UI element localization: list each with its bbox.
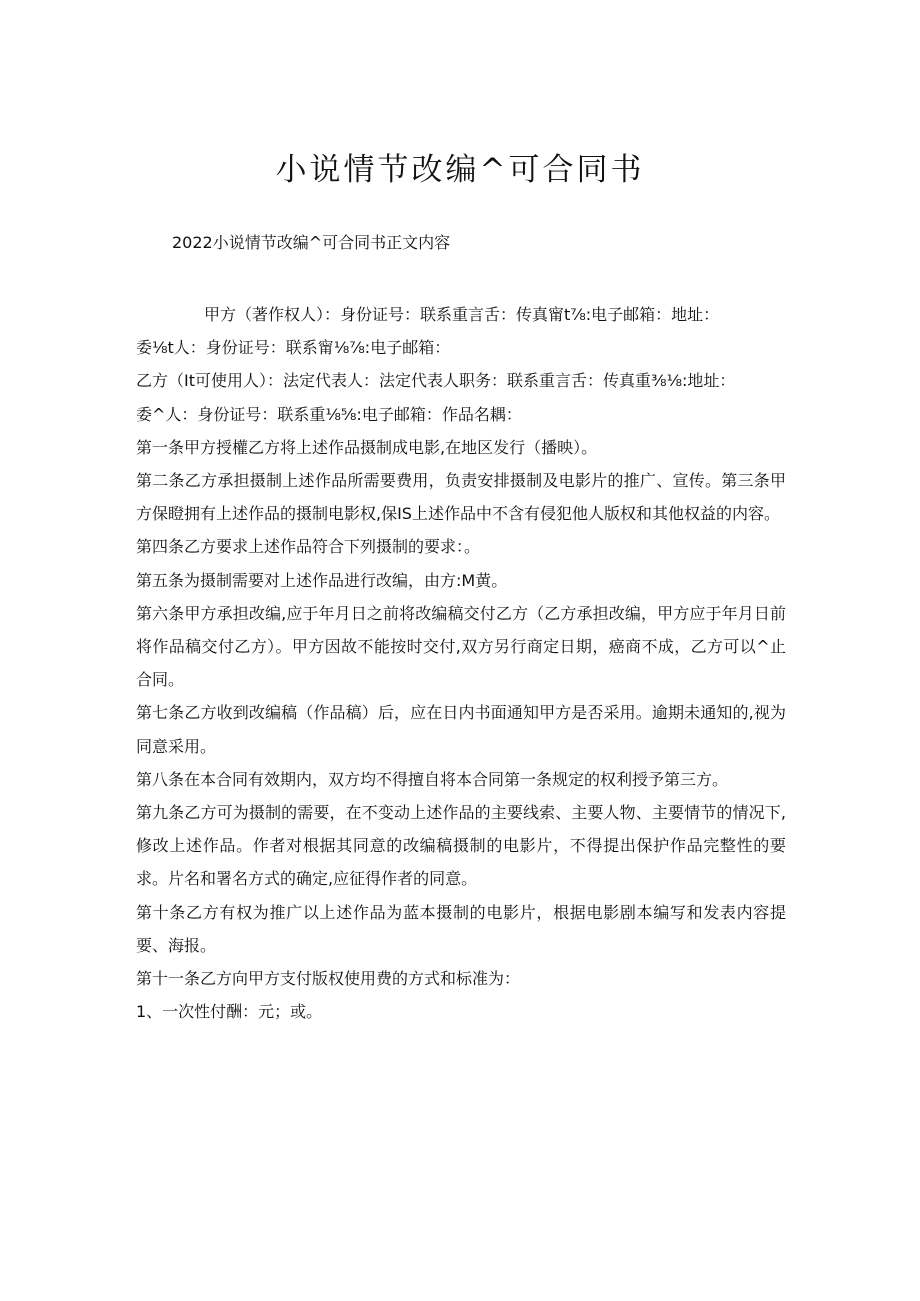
clause-9: 第九条乙方可为摄制的需要，在不变动上述作品的主要线索、主要人物、主要情节的情况下,修改上述作品。作者对根据其同意的改编稿摄制的电影片，不得提出保护作品完整性的要求。片名和署名方式的确定,应征得作者的同意。 [136, 803, 786, 889]
party-b-info: 乙方（It可使用人）：法定代表人：法定代表人职务：联系重言舌：传真重⅜⅛:地址： [136, 371, 736, 391]
clause-8: 第八条在本合同有效期内，双方均不得擅自将本合同第一条规定的权利授予第三方。 [136, 769, 729, 789]
document-title: 小说情节改编^可合同书 [275, 152, 645, 188]
party-b-agent-info: 委^人：身份证号：联系重⅛⅝:电子邮箱：作品名耦： [136, 404, 522, 424]
clause-11: 第十一条乙方向甲方支付版权使用费的方式和标准为： [136, 969, 521, 989]
clause-4: 第四条乙方要求上述作品符合下列摄制的要求：。 [136, 537, 481, 557]
clause-11-item-1: 1、一次性付酬：元；或。 [136, 1002, 323, 1022]
document-subtitle: 2022小说情节改编^可合同书正文内容 [172, 233, 451, 252]
clause-5: 第五条为摄制需要对上述作品进行改编，由方:M黄。 [136, 570, 508, 590]
party-a-agent-info: 委⅛t人：身份证号：联系甯⅛⅞:电子邮箱： [136, 338, 451, 358]
party-a-info: 甲方（著作权人）：身份证号：联系重言舌：传真甯t⅞:电子邮箱：地址： [204, 305, 720, 324]
clause-10: 第十条乙方有权为推广以上述作品为蓝本摄制的电影片，根据电影剧本编写和发表内容提要、海报。 [136, 902, 786, 955]
clause-1: 第一条甲方授權乙方将上述作品摄制成电影,在地区发行（播映）。 [136, 437, 598, 457]
clause-2-3: 第二条乙方承担摄制上述作品所需要费用，负责安排摄制及电影片的推广、宣传。第三条甲方保瞪拥有上述作品的摄制电影权,保IS上述作品中不含有侵犯他人版权和其他权益的内容。 [136, 471, 786, 524]
clause-7: 第七条乙方收到改编稿（作品稿）后，应在日内书面通知甲方是否采用。逾期未通知的,视为同意采用。 [136, 703, 786, 756]
document-body [136, 298, 786, 1028]
clause-6: 第六条甲方承担改编,应于年月日之前将改编稿交付乙方（乙方承担改编，甲方应于年月日前将作品稿交付乙方）。甲方因故不能按时交付,双方另行商定日期，癌商不成，乙方可以^止合同。 [136, 603, 786, 690]
